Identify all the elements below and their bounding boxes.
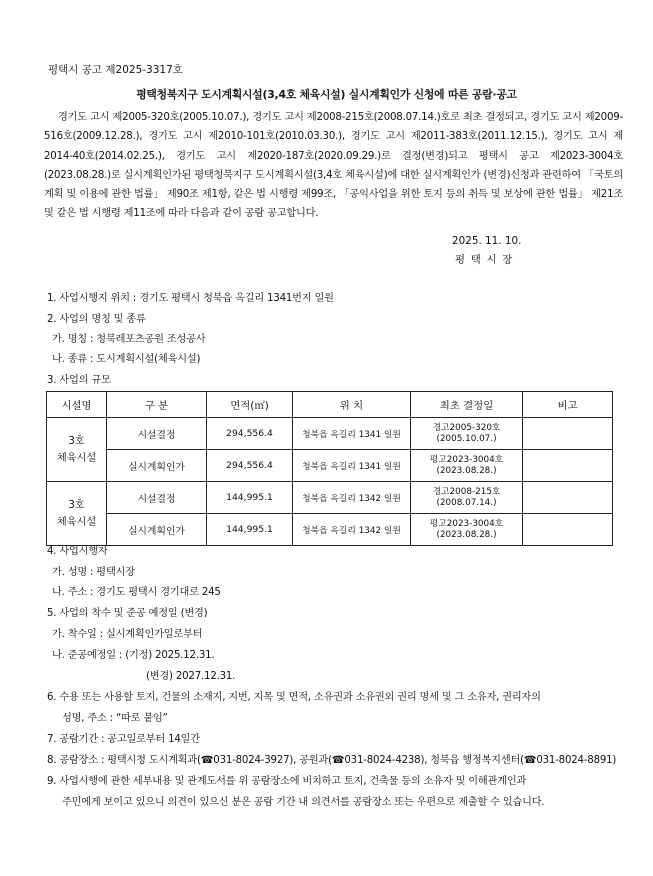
location-cell: 청북읍 옥길리 1342 일원 [293, 482, 411, 514]
note-cell [523, 418, 613, 450]
category-cell: 시설결정 [107, 482, 207, 514]
table-row [47, 482, 613, 514]
header-area: 면적(㎡) [207, 392, 293, 418]
scale-table [46, 391, 613, 546]
facility-name: 3호 체육시설 [47, 418, 107, 482]
category-cell: 실시계획인가 [107, 514, 207, 546]
category-cell: 시설결정 [107, 418, 207, 450]
category-cell: 실시계획인가 [107, 450, 207, 482]
item-4-address: 나. 주소 : 경기도 평택시 경기대로 245 [52, 587, 221, 598]
note-cell [523, 450, 613, 482]
table-row [47, 450, 613, 482]
item-1-location: 1. 사업시행지 위치 : 경기도 평택시 청북읍 옥길리 1341번지 일원 [47, 293, 334, 304]
decision-cell: 평고2023-3004호 (2023.08.28.) [411, 514, 523, 546]
decision-cell: 평고2023-3004호 (2023.08.28.) [411, 450, 523, 482]
header-decision-date: 최초 결정일 [411, 392, 523, 418]
header-category: 구 분 [107, 392, 207, 418]
item-5-heading: 5. 사업의 착수 및 준공 예정일 (변경) [47, 608, 208, 619]
item-2-type: 나. 종류 : 도시계획시설(체육시설) [52, 354, 201, 365]
notice-title: 평택청북지구 도시계획시설(3,4호 체육시설) 실시계획인가 신청에 따른 공람·공고 [136, 88, 517, 101]
item-5-completion-current: 나. 준공예정일 : (기정) 2025.12.31. [52, 650, 215, 661]
item-4-heading: 4. 사업시행자 [47, 546, 108, 557]
location-cell: 청북읍 옥길리 1341 일원 [293, 418, 411, 450]
table-row [47, 514, 613, 546]
area-cell: 294,556.4 [207, 450, 293, 482]
notice-date: 2025. 11. 10. [452, 235, 522, 247]
item-7-period: 7. 공람기간 : 공고일로부터 14일간 [47, 734, 200, 745]
notice-number: 평택시 공고 제2025-3317호 [48, 64, 183, 76]
item-5-start: 가. 착수일 : 실시계획인가일로부터 [52, 629, 203, 640]
area-cell: 294,556.4 [207, 418, 293, 450]
table-row [47, 418, 613, 450]
decision-cell: 경고2008-215호 (2008.07.14.) [411, 482, 523, 514]
item-9-opinion: 주민에게 보이고 있으니 의견이 있으신 분은 공람 기간 내 의견서를 공람장소 또는 우편으로 제출할 수 있습니다. [62, 797, 545, 808]
item-8-places: 8. 공람장소 : 평택시청 도시계획과(☎031-8024-3927), 공원과(☎031-8024-4238), 청북읍 행정복지센터(☎031-8024-8891) [47, 755, 617, 766]
area-cell: 144,995.1 [207, 514, 293, 546]
item-9-details: 9. 사업시행에 관한 세부내용 및 관계도서를 위 공람장소에 비치하고 토지, 건축물 등의 소유자 및 이해관계인과 [47, 776, 527, 787]
location-cell: 청북읍 옥길리 1341 일원 [293, 450, 411, 482]
location-cell: 청북읍 옥길리 1342 일원 [293, 514, 411, 546]
note-cell [523, 482, 613, 514]
header-note: 비고 [523, 392, 613, 418]
facility-name: 3호 체육시설 [47, 482, 107, 546]
item-3-heading: 3. 사업의 규모 [47, 375, 111, 386]
note-cell [523, 514, 613, 546]
table-header-row [47, 392, 613, 418]
decision-cell: 경고2005-320호 (2005.10.07.) [411, 418, 523, 450]
item-4-name: 가. 성명 : 평택시장 [52, 567, 135, 578]
notice-body-paragraph: 경기도 고시 제2005-320호(2005.10.07.), 경기도 고시 제2008-215호(2008.07.14.)호로 최초 결정되고, 경기도 고시 제2009-516호(2009.12.28.), 경기도 고시 제2010-101호(2010.03.30.), 경기도 고시 제2011-383호(2011.12.15.), 경기도 고시 제2014-40호(2014.02.25.), 경기도 고시 제2020-187호(2020.09.29.)로 결정(변경)되고 평택시 공고 제2023-3004호(2023.08.28.)로 실시계획인가된 평택청북지구 도시계획시설(3,4호 체육시설)에 대한 실시계획인가 (변경)신청과 관련하여 「국토의 계획 및 이용에 관한 법률」 제90조 제1항, 같은 법 시행령 제99조, 「공익사업을 위한 토지 등의 취득 및 보상에 관한 법률」 제21조 및 같은 법 시행령 제11조에 따라 다음과 같이 공람 공고합니다. [44, 112, 623, 220]
header-location: 위 치 [293, 392, 411, 418]
item-5-completion-changed: (변경) 2027.12.31. [146, 671, 236, 682]
item-6-land: 6. 수용 또는 사용할 토지, 건물의 소재지, 지번, 지목 및 면적, 소유권과 소유권외 권리 명세 및 그 소유자, 권리자의 [47, 692, 541, 703]
header-facility: 시설명 [47, 392, 107, 418]
item-2-heading: 2. 사업의 명칭 및 종류 [47, 314, 146, 325]
item-6-attachment: 성명, 주소 : “따로 붙임” [62, 713, 168, 724]
notice-signer: 평 택 시 장 [455, 254, 514, 266]
item-2-name: 가. 명칭 : 청북레포츠공원 조성공사 [52, 334, 206, 345]
area-cell: 144,995.1 [207, 482, 293, 514]
